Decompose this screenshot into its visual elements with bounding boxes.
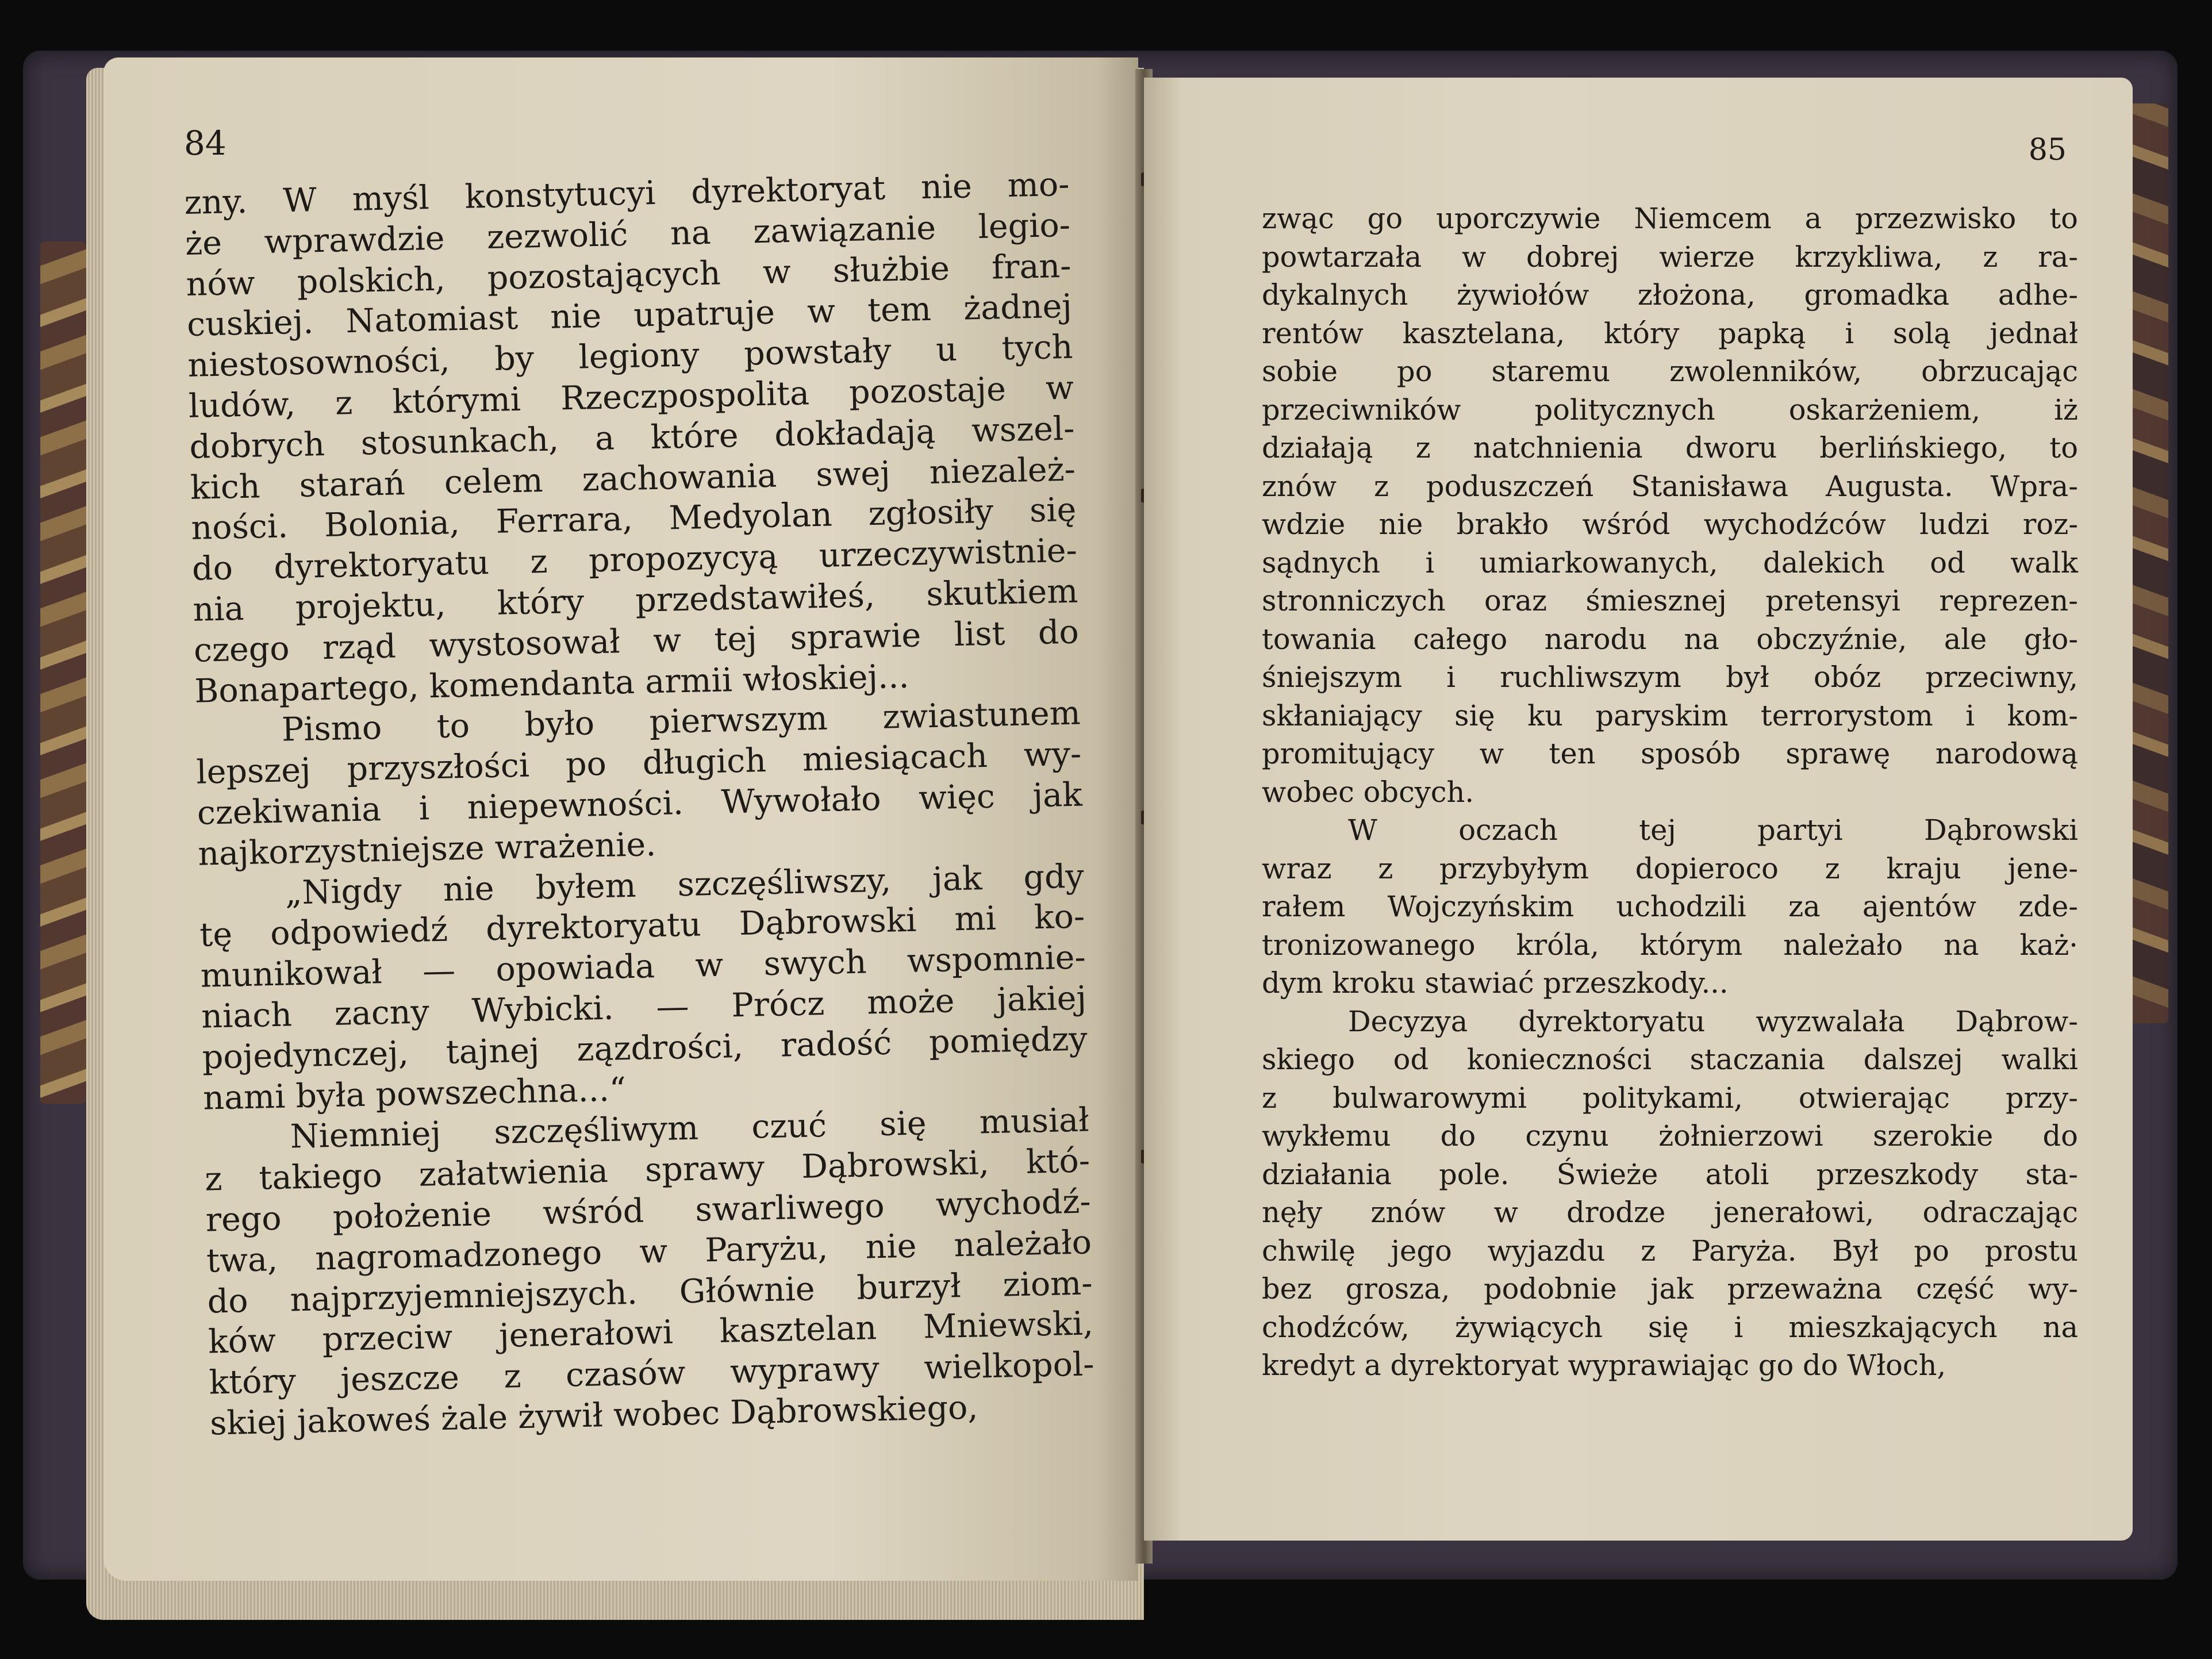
text-line: nęły znów w drodze jenerałowi, odraczając [1262, 1196, 2078, 1229]
text-line: dykalnych żywiołów złożona, gromadka adhe- [1262, 278, 2078, 312]
text-line: czekiwania i niepewności. Wywołało więc jak [197, 775, 1083, 832]
text-line: najkorzystniejsze wrażenie. [197, 825, 656, 873]
text-line: skłaniający się ku paryskim terrorystom i kom- [1262, 698, 2078, 732]
text-line: Pismo to było pierwszym zwiastunem [281, 694, 1081, 750]
text-line: nia projektu, który przedstawiłeś, skutkiem [192, 572, 1078, 629]
text-line: z bulwarowymi politykami, otwierając przy- [1262, 1081, 2078, 1115]
text-line: kredyt a dyrektoryat wyprawiając go do Włoch, [1262, 1349, 1946, 1382]
text-line: znów z poduszczeń Stanisława Augusta. Wpra- [1262, 469, 2078, 503]
text-line: do najprzyjemniejszych. Głównie burzył ziom- [207, 1264, 1093, 1321]
text-line: W oczach tej partyi Dąbrowski [1348, 813, 2078, 847]
text-line: sobie po staremu zwolenników, obrzucając [1262, 355, 2078, 388]
text-line: cuskiej. Natomiast nie upatruje w tem żadnej [186, 287, 1073, 344]
text-line: pojedynczej, tajnej zązdrości, radość pomiędzy [202, 1020, 1088, 1077]
text-line: skiego od konieczności staczania dalszej walki [1262, 1043, 2078, 1076]
text-line: śniejszym i ruchliwszym był obóz przeciwny, [1262, 660, 2078, 694]
text-line: zwąc go uporczywie Niemcem a przezwisko to [1262, 202, 2078, 235]
text-line: czego rząd wystosował w tej sprawie list do [193, 613, 1080, 670]
text-line: z takiego załatwienia sprawy Dąbrowski, któ- [204, 1142, 1090, 1199]
text-line: zny. W myśl konstytucyi dyrektoryat nie mo- [184, 165, 1070, 222]
text-line: dobrych stosunkach, a które dokładają wszel- [189, 409, 1075, 466]
text-line: kich starań celem zachowania swej niezależ- [190, 450, 1076, 507]
text-line: wobec obcych. [1262, 775, 1474, 809]
text-line: ków przeciw jenerałowi kasztelan Mniewski, [208, 1304, 1094, 1361]
marbled-endpaper-left [40, 241, 86, 1104]
text-line: munikował — opowiada w swych wspomnie- [200, 938, 1086, 995]
text-line: Bonapartego, komendanta armii włoskiej... [194, 657, 910, 711]
text-line: Niemniej szczęśliwym czuć się musiał [290, 1101, 1090, 1156]
text-line: przeciwników politycznych oskarżeniem, iż [1262, 393, 2078, 427]
text-line: rałem Wojczyńskim uchodzili za ajentów zde- [1262, 890, 2078, 923]
text-line: że wprawdzie zezwolić na zawiązanie legio- [185, 206, 1071, 263]
text-line: twa, nagromadzonego w Paryżu, nie należało [206, 1223, 1092, 1280]
text-line: towania całego narodu na obczyźnie, ale gło- [1262, 622, 2078, 656]
text-line: niach zacny Wybicki. — Prócz może jakiej [201, 979, 1087, 1036]
text-line: sądnych i umiarkowanych, dalekich od walk [1262, 546, 2078, 579]
text-line: Decyzya dyrektoryatu wyzwalała Dąbrow- [1348, 1004, 2078, 1038]
text-line: tronizowanego króla, którym należało na każ· [1262, 928, 2078, 962]
text-line: rego położenie wśród swarliwego wychodź- [205, 1182, 1092, 1239]
text-line: nami była powszechna...“ [202, 1070, 627, 1117]
text-line: niestosowności, by legiony powstały u tych [187, 328, 1074, 385]
text-line: ludów, z którymi Rzeczpospolita pozostaje w [188, 368, 1074, 425]
text-line: działają z natchnienia dworu berlińskiego, to [1262, 431, 2078, 464]
text-line: wraz z przybyłym dopieroco z kraju jene- [1262, 851, 2078, 885]
text-line: chodźców, żywiących się i mieszkających na [1262, 1310, 2078, 1344]
text-line: powtarzała w dobrej wierze krzykliwa, z ra- [1262, 240, 2078, 274]
right-page [1144, 78, 2133, 1541]
text-line: który jeszcze z czasów wyprawy wielkopol- [209, 1345, 1095, 1402]
left-page-text [184, 164, 1096, 1444]
text-line: wykłemu do czynu żołnierzowi szerokie do [1262, 1119, 2078, 1153]
page-number-left: 84 [184, 124, 226, 163]
text-line: do dyrektoryatu z propozycyą urzeczywistnie- [191, 531, 1078, 589]
text-line: rentów kasztelana, który papką i solą jednał [1262, 316, 2078, 350]
right-page-text [1262, 199, 2078, 1385]
marbled-endpaper-right [2127, 103, 2168, 1023]
left-page [103, 57, 1138, 1581]
text-line: dym kroku stawiać przeszkody... [1262, 966, 1729, 1000]
text-line: wdzie nie brakło wśród wychodźców ludzi roz- [1262, 508, 2078, 541]
page-number-right: 85 [2028, 133, 2067, 167]
text-line: bez grosza, podobnie jak przeważna część wy- [1262, 1272, 2078, 1305]
text-line: tę odpowiedź dyrektoryatu Dąbrowski mi ko- [199, 897, 1085, 955]
text-line: nów polskich, pozostających w służbie fran- [186, 247, 1072, 304]
text-line: „Nigdy nie byłem szczęśliwszy, jak gdy [285, 857, 1085, 912]
text-line: skiej jakoweś żale żywił wobec Dąbrowskiego, [209, 1388, 979, 1443]
text-line: ności. Bolonia, Ferrara, Medyolan zgłosiły się [190, 490, 1077, 548]
text-line: działania pole. Świeże atoli przeszkody sta- [1262, 1157, 2078, 1191]
text-line: lepszej przyszłości po długich miesiącach wy- [195, 735, 1082, 792]
text-line: stronniczych oraz śmiesznej pretensyi reprezen- [1262, 584, 2078, 617]
text-line: promitujący w ten sposób sprawę narodową [1262, 737, 2078, 770]
text-line: chwilę jego wyjazdu z Paryża. Był po prostu [1262, 1234, 2078, 1268]
